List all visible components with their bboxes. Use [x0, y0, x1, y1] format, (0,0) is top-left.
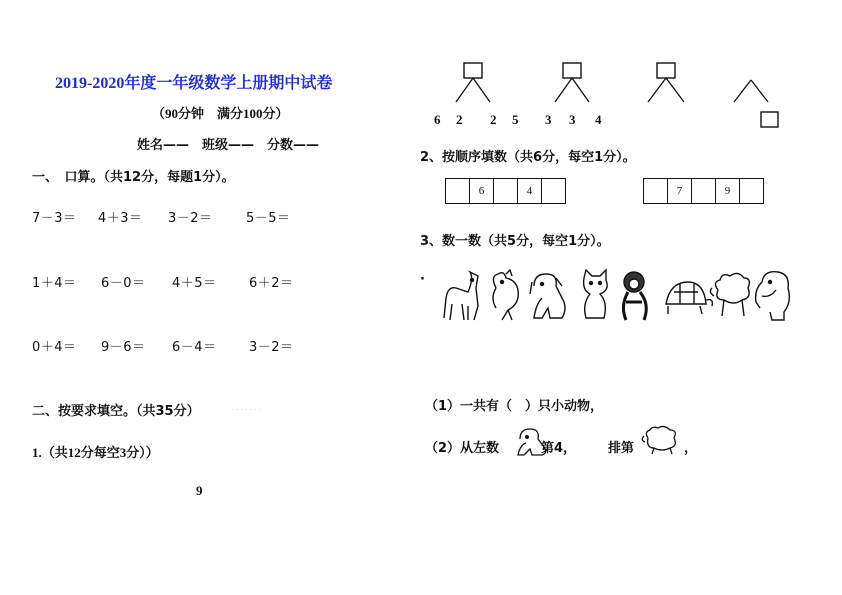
question-1: 1.（共12分每空3分））	[32, 445, 159, 460]
number-bond-box	[563, 63, 581, 78]
sub-question-2-middle: 第4，	[541, 441, 577, 456]
cat-icon	[584, 270, 608, 318]
equation: 0＋4＝	[32, 340, 77, 355]
rooster-icon	[493, 270, 518, 320]
equation: 9－6＝	[101, 340, 146, 355]
exam-subtitle: （90分钟 满分100分）	[152, 106, 289, 121]
sequence-cell: 9	[715, 178, 740, 204]
sequence-cell[interactable]	[445, 178, 470, 204]
tree-number: 2	[456, 112, 463, 127]
section-2-heading: 二、按要求填空。（共35分）	[32, 404, 200, 419]
equation: 4＋5＝	[172, 276, 217, 291]
number-bond-box	[761, 112, 778, 127]
sheep-icon	[640, 424, 684, 456]
page-title: 2019-2020年度一年级数学上册期中试卷	[55, 75, 333, 92]
sub-question-2-start: （2）从左数	[425, 441, 500, 456]
sequence-cell: 4	[517, 178, 542, 204]
tree-number: 5	[512, 112, 519, 127]
equation: 6－4＝	[172, 340, 217, 355]
equation: 3－2＝	[249, 340, 294, 355]
number-bond-diagrams	[420, 55, 800, 135]
sequence-cell[interactable]	[739, 178, 764, 204]
sequence-cell: 7	[667, 178, 692, 204]
sheep-icon	[710, 273, 749, 316]
sub-question-2-end: ，	[684, 441, 698, 456]
tree-number: 2	[490, 112, 497, 127]
student-info-line: 姓名—— 班级—— 分数——	[137, 138, 320, 153]
tree-number: 6	[434, 112, 441, 127]
faint-mark: · · · · · · ·	[232, 406, 261, 414]
number-bond-box	[657, 63, 675, 78]
elephant-icon	[756, 272, 790, 320]
equation: 5－5＝	[246, 211, 291, 226]
section-1-heading: 一、 口算。（共12分，每题1分）。	[32, 170, 235, 185]
question-2: 2、按顺序填数（共6分，每空1分）。	[420, 150, 636, 165]
question-3: 3、数一数（共5分，每空1分）。	[420, 234, 610, 249]
sub-question-2-rank: 排第	[608, 441, 635, 456]
sequence-cell: 6	[469, 178, 494, 204]
tree-number: 3	[569, 112, 576, 127]
sub-question-1: （1）一共有（ ）只小动物，	[425, 399, 604, 414]
equation: 3－2＝	[168, 211, 213, 226]
dot-mark: ·	[420, 272, 425, 287]
tree-number: 3	[545, 112, 552, 127]
tree-number: 4	[595, 112, 602, 127]
number-bond-box	[464, 63, 482, 78]
turtle-icon	[666, 282, 712, 314]
sequence-cell[interactable]	[541, 178, 566, 204]
equation: 1＋4＝	[32, 276, 77, 291]
equation: 6＋2＝	[249, 276, 294, 291]
horse-icon	[444, 272, 478, 320]
equation: 6－0＝	[101, 276, 146, 291]
equation: 7－3＝	[32, 211, 77, 226]
sequence-row-2	[644, 178, 764, 204]
animals-row	[438, 268, 798, 326]
sequence-cell[interactable]	[643, 178, 668, 204]
sequence-cell[interactable]	[493, 178, 518, 204]
monkey-icon	[623, 272, 646, 320]
dog-icon	[530, 274, 565, 318]
sequence-row-1	[446, 178, 566, 204]
number-nine: 9	[196, 483, 203, 498]
equation: 4＋3＝	[98, 211, 143, 226]
sequence-cell[interactable]	[691, 178, 716, 204]
